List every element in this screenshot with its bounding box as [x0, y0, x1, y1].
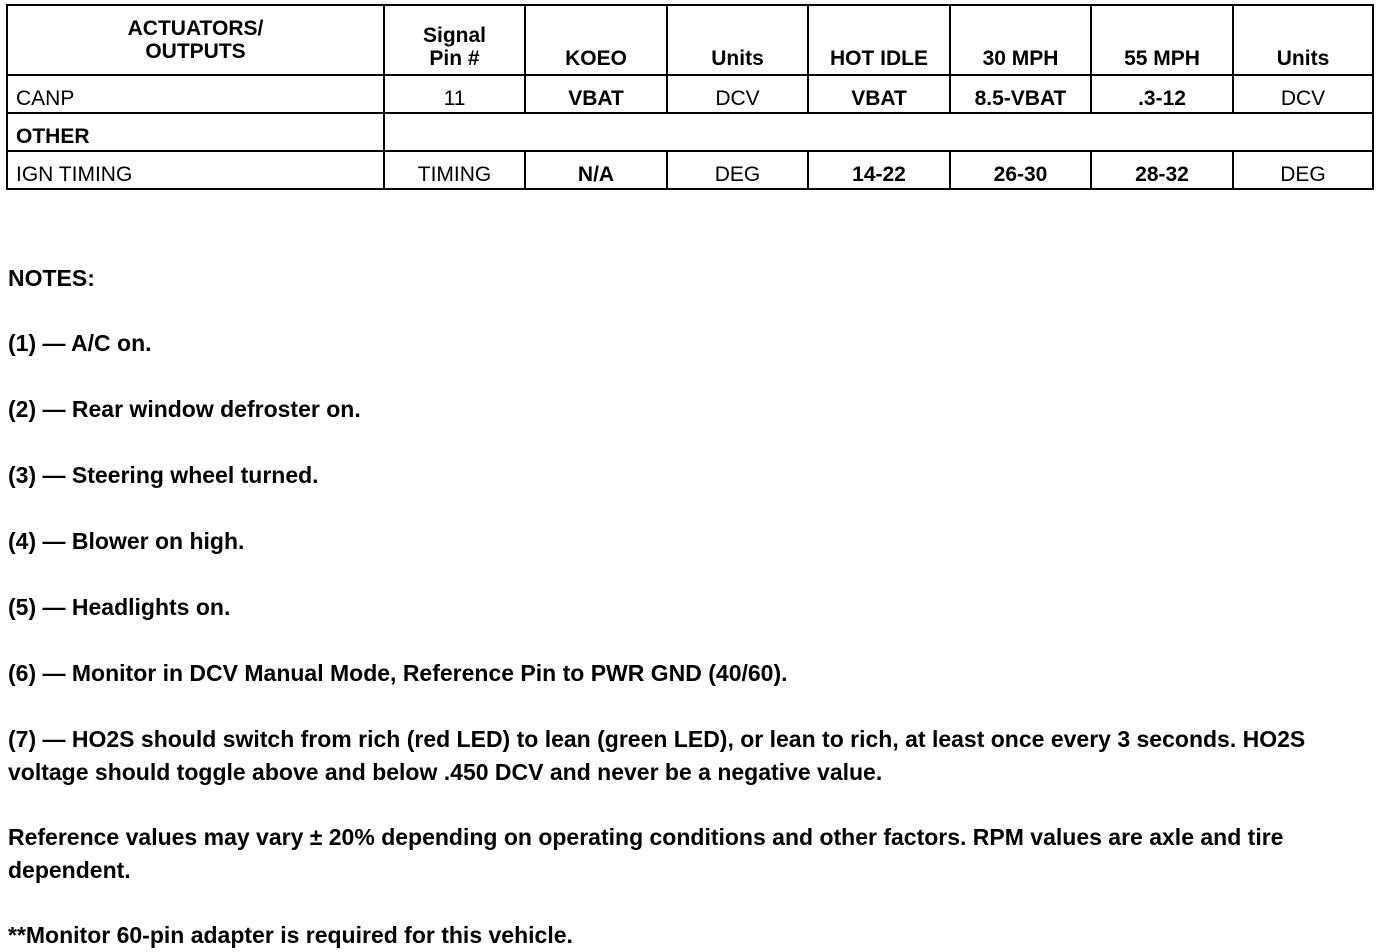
- note-item: (5) — Headlights on.: [8, 594, 231, 620]
- row-55-mph: .3-12: [1091, 75, 1233, 113]
- adapter-note: **Monitor 60-pin adapter is required for this vehicle.: [8, 922, 573, 948]
- header-hot-idle: HOT IDLE: [808, 5, 950, 75]
- note-item: (7) — HO2S should switch from rich (red LED) to lean (green LED), or lean to rich, at least once every 3 seconds. HO2S voltage should toggle above and below .450 DCV and never be a negative value.: [8, 726, 1306, 785]
- row-units-2: DEG: [1233, 151, 1373, 189]
- header-koeo: KOEO: [525, 5, 667, 75]
- header-units: Units: [667, 5, 808, 75]
- section-empty-cell: [384, 113, 1373, 151]
- note-item: (4) — Blower on high.: [8, 528, 245, 554]
- row-name: IGN TIMING: [7, 151, 384, 189]
- row-units-2: DCV: [1233, 75, 1373, 113]
- actuator-spec-table: [6, 4, 1374, 190]
- reference-note: Reference values may vary ± 20% depending on operating conditions and other factors. RPM values are axle and tire dependent.: [8, 824, 1284, 883]
- table-section-row: [7, 113, 1373, 151]
- row-units: DEG: [667, 151, 808, 189]
- header-actuators-outputs: ACTUATORS/ OUTPUTS: [7, 5, 384, 75]
- row-pin: TIMING: [384, 151, 525, 189]
- row-55-mph: 28-32: [1091, 151, 1233, 189]
- header-55-mph: 55 MPH: [1091, 5, 1233, 75]
- row-koeo: N/A: [525, 151, 667, 189]
- row-30-mph: 26-30: [950, 151, 1091, 189]
- notes-section: [8, 262, 1386, 952]
- row-koeo: VBAT: [525, 75, 667, 113]
- section-label: OTHER: [7, 113, 384, 151]
- row-30-mph: 8.5-VBAT: [950, 75, 1091, 113]
- header-units-2: Units: [1233, 5, 1373, 75]
- note-item: (2) — Rear window defroster on.: [8, 396, 361, 422]
- row-units: DCV: [667, 75, 808, 113]
- table-row: [7, 151, 1373, 189]
- note-item: (1) — A/C on.: [8, 330, 152, 356]
- note-item: (3) — Steering wheel turned.: [8, 462, 319, 488]
- notes-heading: NOTES:: [8, 265, 95, 291]
- header-30-mph: 30 MPH: [950, 5, 1091, 75]
- header-signal-pin: Signal Pin #: [384, 5, 525, 75]
- row-hot-idle: 14-22: [808, 151, 950, 189]
- note-item: (6) — Monitor in DCV Manual Mode, Reference Pin to PWR GND (40/60).: [8, 660, 788, 686]
- table-header-row: [7, 5, 1373, 75]
- row-name: CANP: [7, 75, 384, 113]
- table-row: [7, 75, 1373, 113]
- row-hot-idle: VBAT: [808, 75, 950, 113]
- row-pin: 11: [384, 75, 525, 113]
